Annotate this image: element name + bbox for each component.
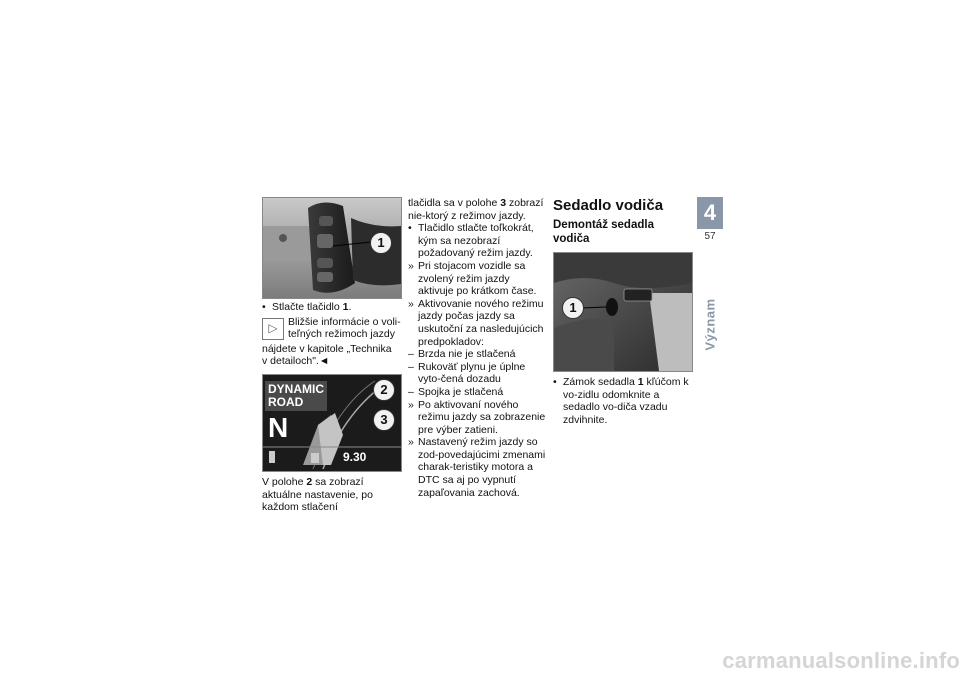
display-mode-line2: ROAD (268, 394, 304, 409)
seat-lock-photo (553, 252, 693, 372)
list-item-text: Brzda nie je stlačená (418, 348, 516, 361)
page-number: 57 (704, 231, 716, 242)
text: zobrazí nie-ktorý z režimov jazdy. (408, 197, 544, 222)
note-line: nájdete v kapitole „Technika (262, 342, 392, 355)
list-item (408, 436, 546, 499)
list-marker: » (408, 436, 414, 449)
chapter-number: 4 (697, 197, 723, 229)
column-2 (408, 197, 546, 499)
callout-1: 1 (370, 232, 392, 254)
display-paragraph (262, 476, 402, 514)
text: V polohe (262, 475, 307, 488)
display-mode-line1: DYNAMIC (268, 381, 324, 396)
text: sa zobrazí aktuálne nastavenie, po každom stlačení (262, 475, 373, 514)
text: Zámok sedadla (563, 376, 638, 388)
watermark: carmanualsonline.info (722, 648, 960, 673)
list-marker: » (408, 297, 414, 310)
list-marker: – (408, 385, 414, 398)
list-item (408, 348, 546, 361)
list-item (408, 361, 546, 386)
list-item (408, 386, 546, 399)
list-item (408, 399, 546, 437)
bullet-marker: • (262, 301, 266, 313)
play-triangle-icon: ▷ (262, 318, 284, 340)
list-marker: – (408, 348, 414, 361)
subsection-heading: Demontáž sedadla vodiča (553, 219, 654, 245)
text: Stlačte tlačidlo (272, 301, 343, 313)
text: . (348, 301, 352, 313)
bold-ref: 2 (306, 475, 313, 488)
column-3 (553, 197, 693, 426)
list-item (408, 260, 546, 298)
bold-ref: 1 (342, 301, 349, 313)
note-line: v detailoch".◄ (262, 355, 330, 368)
column-1 (262, 197, 402, 514)
list-item (408, 222, 546, 260)
bullet-press-button (262, 301, 402, 314)
section-heading: Sedadlo vodiča (553, 197, 664, 214)
chapter-sidebar (697, 197, 723, 351)
continued-paragraph (408, 197, 546, 222)
handlebar-switch-photo (262, 197, 402, 299)
list-item-text: Nastavený režim jazdy so zod-povedajúcimi zmenami charak-teristiky motora a DTC sa aj po vypnutí zapaľovania zachová. (418, 436, 546, 499)
display-time: 9.30 (343, 449, 367, 464)
text: tlačidla sa v polohe (408, 197, 501, 209)
bold-ref: 3 (500, 197, 507, 209)
list-item-text: Rukoväť plynu je úplne vyto-čená dozadu (418, 360, 526, 386)
display-gear: N (268, 411, 289, 443)
callout-1: 1 (562, 297, 584, 319)
list-marker: • (408, 222, 412, 235)
list-marker: » (408, 259, 414, 272)
bullet-marker: • (553, 376, 557, 388)
callout-2: 2 (373, 379, 395, 401)
bullet-seat-lock (553, 376, 693, 426)
text: kľúčom k vo-zidlu odomknite a sedadlo vo-diča vzadu zdvihnite. (563, 376, 689, 426)
list-item-text: Spojka je stlačená (418, 385, 504, 398)
display-photo (262, 374, 402, 472)
steps-list (408, 222, 546, 499)
list-item-text: Tlačidlo stlačte toľkokrát, kým sa nezobrazí požadovaný režim jazdy. (418, 222, 534, 260)
list-marker: » (408, 398, 414, 411)
list-marker: – (408, 360, 414, 373)
bold-ref: 1 (637, 376, 644, 388)
info-note (262, 316, 402, 368)
list-item-text: Po aktivovaní nového režimu jazdy sa zobrazenie pre výber zatienі. (418, 398, 546, 436)
list-item-text: Aktivovanie nového režimu jazdy počas jazdy sa uskutoční za nasledujúcich predpokladov: (418, 297, 544, 348)
note-line: teľných režimoch jazdy (288, 328, 395, 341)
chapter-label (697, 279, 723, 369)
callout-3: 3 (373, 409, 395, 431)
list-item-text: Pri stojacom vozidle sa zvolený režim jazdy aktivuje po krátkom čase. (418, 259, 537, 298)
note-line: Bližšie informácie o voli- (288, 315, 401, 328)
list-item (408, 298, 546, 348)
chapter-label-text: Význam (702, 297, 718, 351)
